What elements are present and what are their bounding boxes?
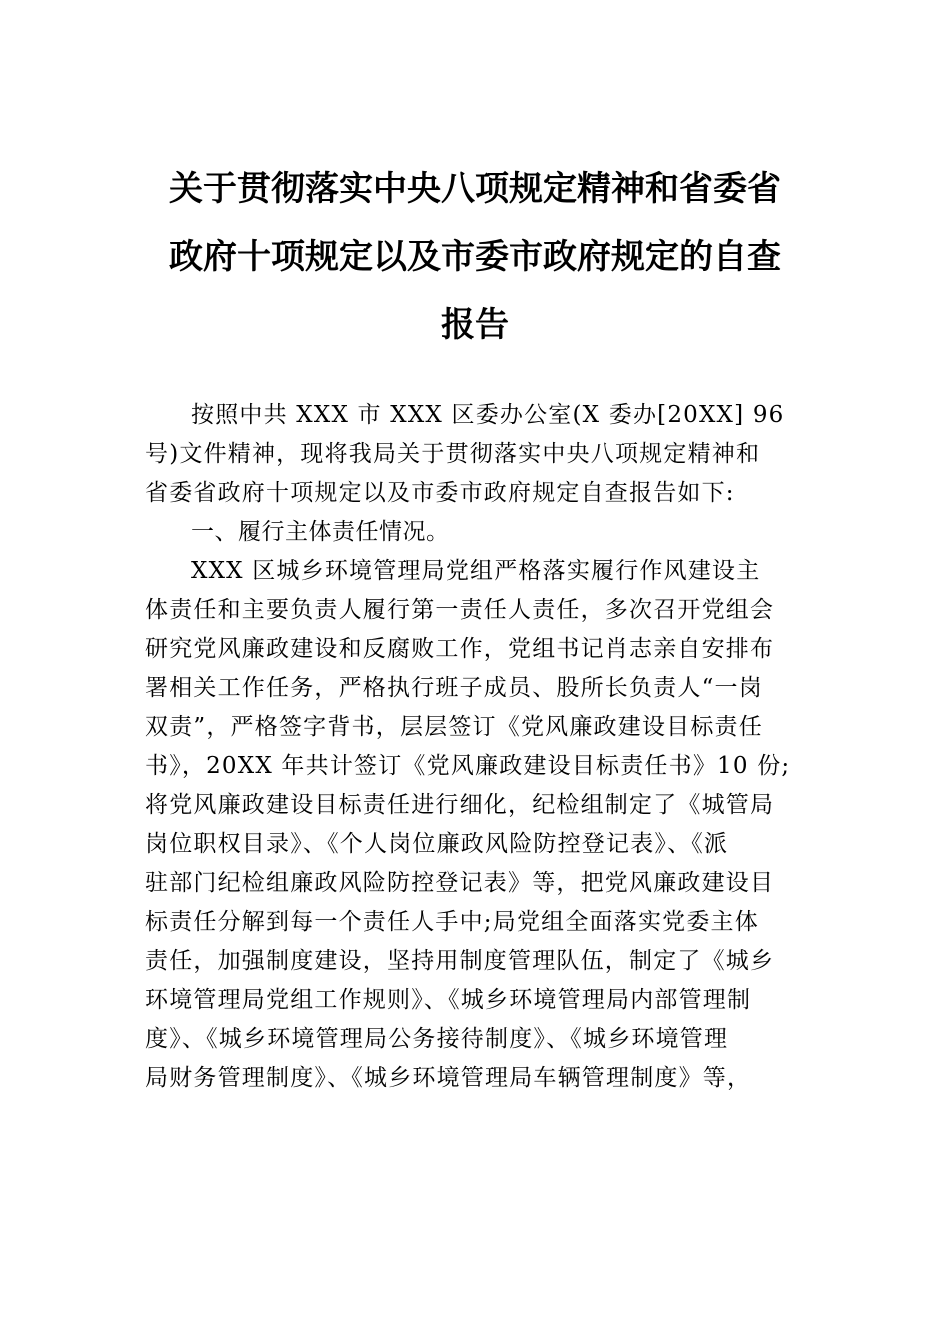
paragraph-line: 标责任分解到每一个责任人手中;局党组全面落实党委主体 bbox=[145, 909, 759, 935]
title-line-3: 报告 bbox=[441, 305, 509, 345]
document-title bbox=[140, 155, 810, 359]
paragraph-line: 度》、《城乡环境管理局公务接待制度》、《城乡环境管理 bbox=[145, 1026, 729, 1052]
paragraph-line: 双责”，严格签字背书，层层签订《党风廉政建设目标责任 bbox=[145, 714, 763, 740]
paragraph-line: XXX 区城乡环境管理局党组严格落实履行作风建设主 bbox=[191, 558, 761, 584]
paragraph-line: 书》，20XX 年共计签订《党风廉政建设目标责任书》10 份; bbox=[145, 753, 791, 779]
paragraph-line: 岗位职权目录》、《个人岗位廉政风险防控登记表》、《派 bbox=[145, 831, 729, 857]
title-line-2: 政府十项规定以及市委市政府规定的自查 bbox=[169, 237, 781, 277]
section-heading: 一、履行主体责任情况。 bbox=[191, 519, 450, 545]
paragraph-line: 体责任和主要负责人履行第一责任人责任，多次召开党组会 bbox=[145, 597, 775, 623]
intro-line: 省委省政府十项规定以及市委市政府规定自查报告如下: bbox=[145, 480, 735, 506]
paragraph-line: 研究党风廉政建设和反腐败工作，党组书记肖志亲自安排布 bbox=[145, 636, 775, 662]
intro-paragraph bbox=[145, 396, 810, 513]
paragraph-line: 局财务管理制度》、《城乡环境管理局车辆管理制度》等， bbox=[145, 1065, 752, 1091]
paragraph-line: 驻部门纪检组廉政风险防控登记表》等，把党风廉政建设目 bbox=[145, 870, 775, 896]
paragraph-line: 责任，加强制度建设，坚持用制度管理队伍，制定了《城乡 bbox=[145, 948, 775, 974]
paragraph-line: 将党风廉政建设目标责任进行细化，纪检组制定了《城管局 bbox=[145, 792, 775, 818]
intro-line: 号)文件精神，现将我局关于贯彻落实中央八项规定精神和 bbox=[145, 441, 761, 467]
title-line-1: 关于贯彻落实中央八项规定精神和省委省 bbox=[169, 169, 781, 209]
document-body bbox=[145, 396, 810, 1098]
intro-line: 按照中共 XXX 市 XXX 区委办公室(X 委办[20XX] 96 bbox=[191, 402, 785, 428]
paragraph-line: 署相关工作任务，严格执行班子成员、股所长负责人“一岗 bbox=[145, 675, 763, 701]
paragraph-line: 环境管理局党组工作规则》、《城乡环境管理局内部管理制 bbox=[145, 987, 752, 1013]
section-paragraph bbox=[145, 552, 810, 1098]
